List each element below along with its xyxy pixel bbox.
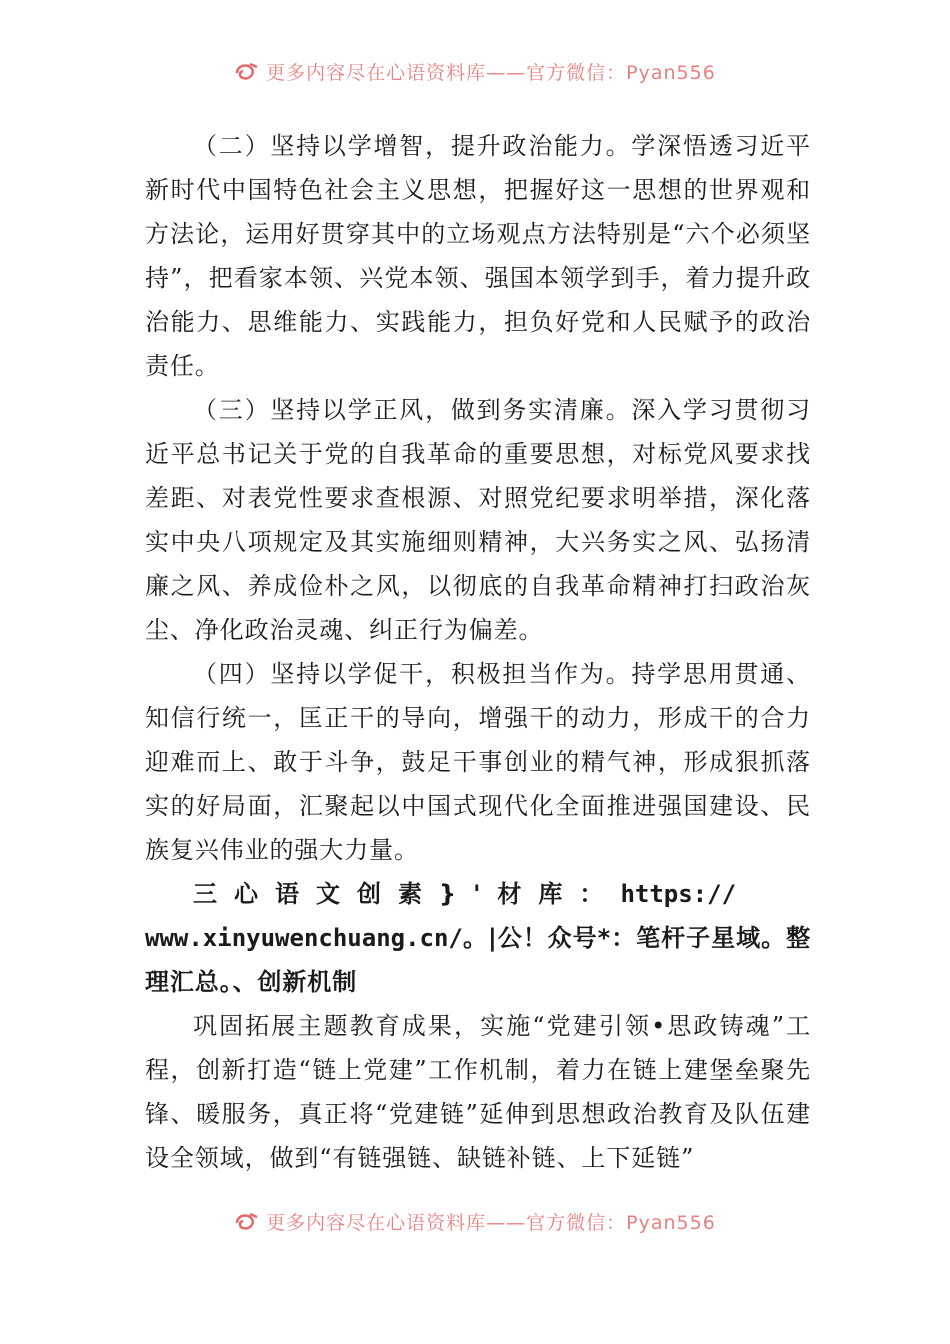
- watermark-logo-icon: [234, 61, 260, 83]
- document-body: [145, 124, 811, 1180]
- watermark-text: 更多内容尽在心语资料库——官方微信：Pyan556: [266, 62, 716, 84]
- watermark-top: [0, 58, 950, 85]
- paragraph-3: （三）坚持以学正风，做到务实清廉。深入学习贯彻习近平总书记关于党的自我革命的重要思想，对标党风要求找差距、对表党性要求查根源、对照党纪要求明举措，深化落实中央八项规定及其实施细则精神，大兴务实之风、弘扬清廉之风、养成俭朴之风，以彻底的自我革命精神打扫政治灰尘、净化政治灵魂、纠正行为偏差。: [145, 396, 811, 644]
- paragraph-2: （二）坚持以学增智，提升政治能力。学深悟透习近平新时代中国特色社会主义思想，把握好这一思想的世界观和方法论，运用好贯穿其中的立场观点方法特别是“六个必须坚持”，把看家本领、兴党本领、强国本领学到手，着力提升政治能力、思维能力、实践能力，担负好党和人民赋予的政治责任。: [145, 132, 811, 380]
- watermark-logo-icon: [234, 1211, 260, 1233]
- section-heading: [145, 872, 811, 1004]
- heading-spaced-text: 三心语文创素}'材库：: [193, 880, 621, 908]
- watermark-text: 更多内容尽在心语资料库——官方微信：Pyan556: [266, 1212, 716, 1234]
- heading-url-start: https://: [620, 880, 737, 908]
- heading-url-domain: www.xinyuwenchuang.cn/: [145, 924, 463, 952]
- paragraph-mechanism: 巩固拓展主题教育成果，实施“党建引领•思政铸魂”工程，创新打造“链上党建”工作机制，着力在链上建堡垒聚先锋、暖服务，真正将“党建链”延伸到思想政治教育及队伍建设全领域，做到“有链强链、缺链补链、上下延链”: [145, 1012, 811, 1172]
- heading-tail: 。|公！众号*：笔杆子星域。整理汇总。、创新机制: [145, 924, 811, 996]
- watermark-bottom: [0, 1208, 950, 1235]
- paragraph-4: （四）坚持以学促干，积极担当作为。持学思用贯通、知信行统一，匡正干的导向，增强干的动力，形成干的合力迎难而上、敢于斗争，鼓足干事创业的精气神，形成狠抓落实的好局面，汇聚起以中国式现代化全面推进强国建设、民族复兴伟业的强大力量。: [145, 660, 811, 864]
